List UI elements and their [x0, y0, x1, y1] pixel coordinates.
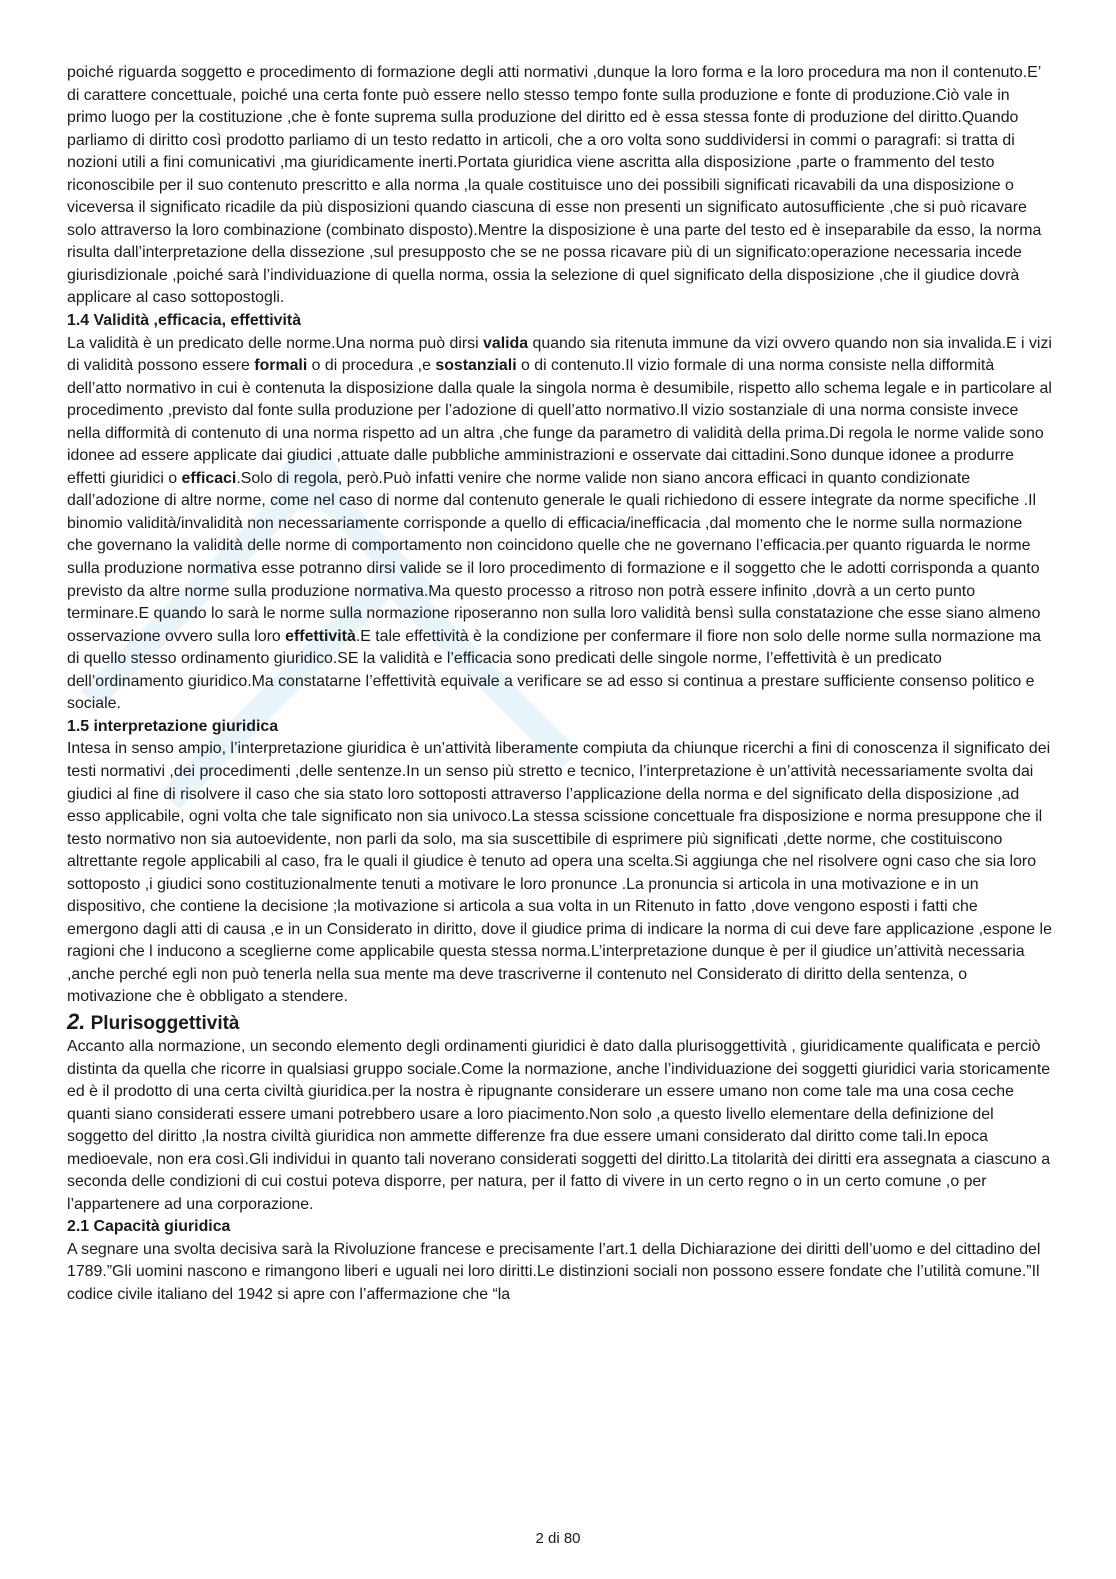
paragraph-plurisoggettivita: Accanto alla normazione, un secondo elemento degli ordinamenti giuridici è dato dalla plurisoggettività , giuridicamente qualificata e perciò distinta da quella che ricorre in qualsiasi gruppo sociale.Come la normazione, anche l’individuazione dei soggetti giuridici varia storicamente ed è il prodotto di una certa civiltà giuridica.per la nostra è ripugnante considerare un essere umano non come tale ma una cosa ceche quanti siano considerati essere umani potrebbero usare a loro piacimento.Non solo ,a questo livello elementare della definizione del soggetto del diritto ,la nostra civiltà giuridica non ammette differenze fra due essere umani considerato dal diritto come tali.In epoca medioevale, non era così.Gli individui in quanto tali noverano considerati soggetti del diritto.La titolarità dei diritti era assegnata a ciascuno a seconda delle condizioni di cui costui poteva disporre, per natura, per il fatto di vivere in un certo regno o in un certo comune ,o per l’appartenere ad una corporazione. — [67, 1037, 1051, 1213]
document-page — [67, 62, 1052, 1307]
text-run: .E tale effettività è la condizione per confermare il fiore non solo delle norme sulla normazione ma di quello stesso ordinamento giuridico.SE la validità e l’efficacia sono predicati delle singole norme, l’effettività è un predicato dell’ordinamento giuridico.Ma constatarne l’effettività equivale a verificare se ad esso si continua a prestare sufficiente consenso politico e sociale. — [67, 627, 1041, 713]
text-run: quando sia ritenuta immune da vizi ovvero quando non sia invalida.E i vizi di validità possono essere — [67, 334, 1052, 375]
chapter-title: Plurisoggettività — [85, 1012, 240, 1034]
section-heading-1-5: 1.5 interpretazione giuridica — [67, 717, 279, 735]
section-heading-1-4: 1.4 Validità ,efficacia, effettività — [67, 312, 302, 330]
text-run: .Solo di regola, però.Può infatti venire che norme valide non siano ancora efficaci in quanto condizionate dall’adozione di altre norme, come nel caso di norme dal contenuto generale le quali richiedono di essere integrate da norme specifiche .Il binomio validità/invalidità non necessariamente corrisponde a quello di efficacia/inefficacia ,dal momento che le norme sulla normazione che governano la validità delle norme di comportamento non coincidono quelle che ne governano l’efficacia.per quanto riguarda le norme sulla produzione normativa esse potranno dirsi valide se il loro procedimento di formazione e il soggetto che le adotti corrisponda a quanto previsto da altre norme sulla produzione normativa.Ma questo processo a ritroso non potrà essere infinito ,dovrà a un certo punto terminare.E quando lo sarà le norme sulla normazione riposeranno non sulla loro validità bensì sulla constatazione che esse siano almeno osservazione ovvero sulla loro — [67, 469, 1041, 645]
bold-term-sostanziali: sostanziali — [435, 357, 517, 375]
paragraph-validita — [67, 333, 1052, 716]
bold-term-valida: valida — [483, 334, 529, 352]
paragraph-interpretazione: Intesa in senso ampio, l’interpretazione giuridica è un’attività liberamente compiuta da chiunque ricerchi a fini di conoscenza il significato dei testi normativi ,dei procedimenti ,delle sentenze.In un senso più stretto e tecnico, l’interpretazione è un’attività necessariamente svolta dai giudici al fine di risolvere il caso che sia stato loro sottoposti attraverso l’applicazione della norma e del significato della disposizione ,ad esso applicabile, ogni volta che tale significato non sia univoco.La stessa scissione concettuale fra disposizione e norma presuppone che il testo normativo non sia autoevidente, non parli da solo, ma sia suscettibile di esprimere più significati ,dette norme, che costituiscono altrettante regole applicabili al caso, fra le quali il giudice è tenuto ad opera una scelta.Si aggiunga che nel risolvere ogni caso che sia loro sottoposto ,i giudici sono costituzionalmente tenuti a motivare le loro pronunce .La pronuncia si articola in una motivazione e in un dispositivo, che contiene la decisione ;la motivazione si articola a sua volta in un Ritenuto in fatto ,dove vengono esposti i fatti che emergono dagli atti di causa ,e in un Considerato in diritto, dove il giudice prima di indicare la norma di cui deve fare applicazione ,espone le ragioni che l inducono a sceglierne come applicabile questa stessa norma.L’interpretazione dunque è per il giudice un’attività necessaria ,anche perché egli non può tenerla nella sua mente ma deve trascriverne il contenuto nel Considerato di diritto della sentenza, o motivazione che è obbligato a stendere. — [67, 740, 1052, 1006]
text-run: o di procedura ,e — [307, 357, 436, 375]
bold-term-formali: formali — [254, 357, 308, 375]
section-heading-2-1: 2.1 Capacità giuridica — [67, 1218, 231, 1236]
page-number: 2 di 80 — [535, 1530, 581, 1547]
bold-term-efficaci: efficaci — [181, 469, 237, 487]
chapter-number: 2. — [67, 1008, 86, 1034]
chapter-heading-2 — [67, 1010, 1052, 1036]
paragraph-fonti: poiché riguarda soggetto e procedimento di formazione degli atti normativi ,dunque la loro forma e la loro procedura ma non il contenuto.E’ di carattere concettuale, poiché una certa fonte può essere nello stesso tempo fonte sulla produzione e fonte di produzione.Ciò vale in primo luogo per la costituzione ,che è fonte suprema sulla produzione del diritto ed è essa stessa fonte di produzione del diritto.Quando parliamo di diritto così prodotto parliamo di un testo redatto in articoli, che a oro volta sono suddividersi in commi o paragrafi: si tratta di nozioni utili a fini comunicativi ,ma giuridicamente inerti.Portata giuridica viene ascritta alla disposizione ,parte o frammento del testo riconoscibile per il suo contenuto prescritto e alla norma ,la quale costituisce uno dei possibili significati ricavabili da una disposizione o viceversa il significato ricadile da più disposizioni quando ciascuna di esse non presenti un significato autosufficiente ,che si può ricavare solo attraverso la loro combinazione (combinato disposto).Mentre la disposizione è una parte del testo ed è inseparabile da esso, la norma risulta dall’interpretazione della dissezione ,sul presupposto che se ne possa ricavare più di un significato:operazione necessaria incede giurisdizionale ,poiché sarà l’individuazione di quella norma, ossia la selezione di quel significato della disposizione ,che il giudice dovrà applicare al caso sottopostogli. — [67, 64, 1042, 307]
paragraph-capacita: A segnare una svolta decisiva sarà la Rivoluzione francese e precisamente l’art.1 della Dichiarazione dei diritti dell’uomo e del cittadino del 1789.”Gli uomini nascono e rimangono liberi e uguali nei loro diritti.Le distinzioni sociali non possono essere fondate che l’utilità comune.”Il codice civile italiano del 1942 si apre con l’affermazione che “la — [67, 1240, 1041, 1303]
bold-term-effettivita: effettività — [285, 627, 356, 645]
text-run: o di contenuto.Il vizio formale di una norma consiste nella difformità dell’atto normativo in cui è contenuta la disposizione dalla quale la singola norma è desumibile, rispetto allo schema legale e in particolare al procedimento ,previsto dal fonte sulla produzione per l’adozione di quell’atto normativo.Il vizio sostanziale di una norma consiste invece nella difformità di contenuto di una norma rispetto ad un altra ,che funge da parametro di validità della prima.Di regola le norme valide sono idonee ad essere applicate dai giudici ,attuate dalle pubbliche amministrazioni e osservate dai cittadini.Sono dunque idonee a produrre effetti giuridici o — [67, 357, 1052, 487]
text-run: La validità è un predicato delle norme.Una norma può dirsi — [67, 334, 484, 352]
